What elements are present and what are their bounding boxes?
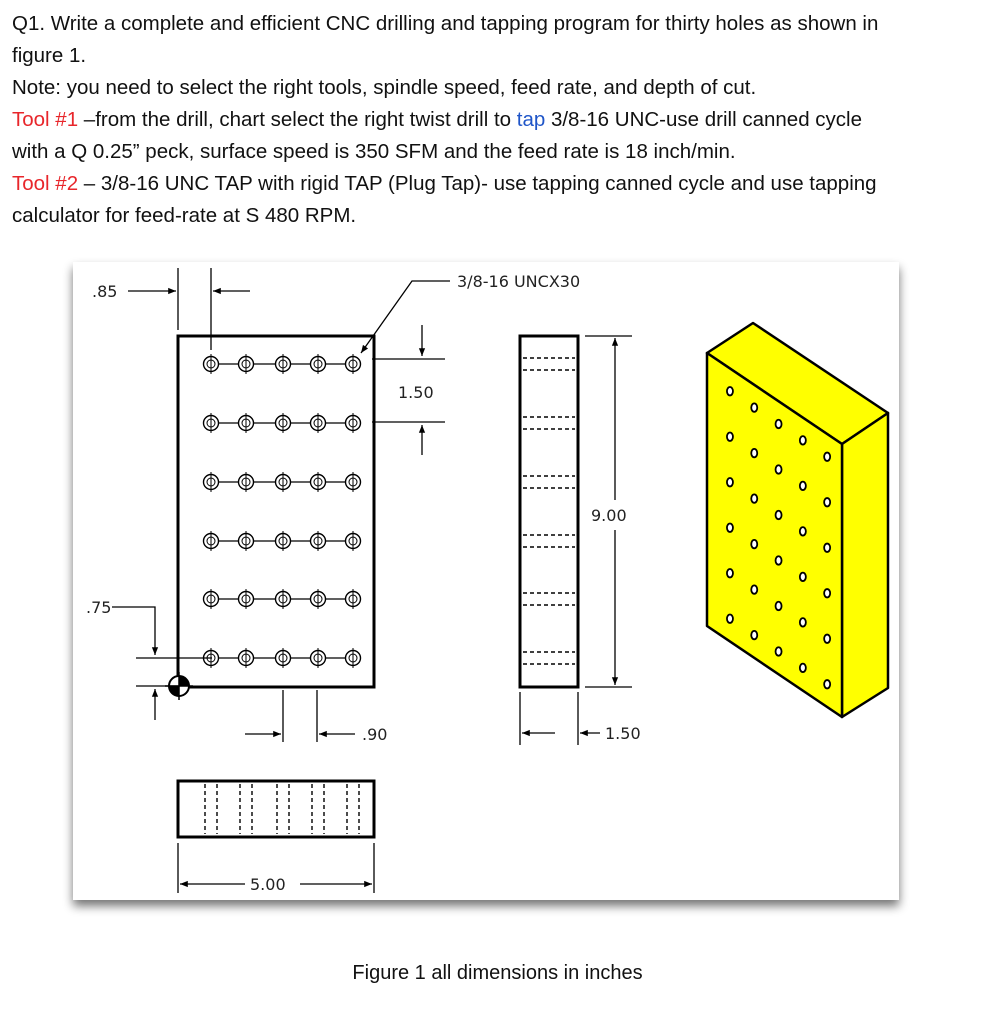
iso-hole-icon bbox=[800, 573, 806, 581]
iso-hole-icon bbox=[727, 478, 733, 486]
tool1-text-a: –from the drill, chart select the right twist drill to bbox=[78, 108, 517, 131]
tool1-line-2: with a Q 0.25” peck, surface speed is 350 SFM and the feed rate is 18 inch/min. bbox=[12, 140, 736, 163]
dim-500-label: 5.00 bbox=[250, 875, 286, 894]
iso-hole-icon bbox=[824, 544, 830, 552]
iso-hole-icon bbox=[776, 602, 782, 610]
figure-caption: Figure 1 all dimensions in inches bbox=[352, 962, 643, 984]
iso-hole-icon bbox=[824, 453, 830, 461]
iso-hole-icon bbox=[751, 585, 757, 593]
iso-hole-icon bbox=[776, 647, 782, 655]
tap-link[interactable]: tap bbox=[516, 108, 546, 131]
iso-hole-icon bbox=[776, 420, 782, 428]
dim-090-label: .90 bbox=[362, 725, 388, 744]
dim-900-label: 9.00 bbox=[591, 506, 627, 525]
iso-hole-icon bbox=[824, 498, 830, 506]
iso-hole-icon bbox=[751, 403, 757, 411]
iso-hole-icon bbox=[776, 556, 782, 564]
dim-085-label: .85 bbox=[92, 282, 118, 301]
iso-hole-icon bbox=[727, 524, 733, 532]
question-line-2: figure 1. bbox=[12, 44, 87, 67]
iso-side-face bbox=[842, 413, 888, 717]
question-line-1: Q1. Write a complete and efficient CNC drilling and tapping program for thirty holes as shown in bbox=[12, 12, 879, 35]
iso-hole-icon bbox=[800, 482, 806, 490]
iso-hole-icon bbox=[800, 527, 806, 535]
iso-hole-icon bbox=[727, 433, 733, 441]
iso-hole-icon bbox=[800, 618, 806, 626]
iso-hole-icon bbox=[824, 635, 830, 643]
iso-hole-icon bbox=[727, 615, 733, 623]
dim-150-pitch-label: 1.50 bbox=[398, 383, 434, 402]
iso-hole-icon bbox=[776, 511, 782, 519]
iso-hole-icon bbox=[751, 449, 757, 457]
iso-hole-icon bbox=[727, 387, 733, 395]
tool1-text-b: 3/8-16 UNC-use drill canned cycle bbox=[545, 108, 862, 131]
iso-hole-icon bbox=[751, 540, 757, 548]
callout-label: 3/8-16 UNCX30 bbox=[457, 272, 581, 291]
tool2-text: – 3/8-16 UNC TAP with rigid TAP (Plug Tap)- use tapping canned cycle and use tapping bbox=[78, 172, 877, 195]
iso-hole-icon bbox=[800, 664, 806, 672]
iso-hole-icon bbox=[751, 631, 757, 639]
note-line: Note: you need to select the right tools, spindle speed, feed rate, and depth of cut. bbox=[12, 76, 757, 99]
iso-hole-icon bbox=[824, 680, 830, 688]
tool2-label: Tool #2 bbox=[12, 172, 79, 195]
iso-hole-icon bbox=[776, 465, 782, 473]
dim-150-thickness-label: 1.50 bbox=[605, 724, 641, 743]
tool2-line-2: calculator for feed-rate at S 480 RPM. bbox=[12, 204, 357, 227]
tool1-label: Tool #1 bbox=[12, 108, 79, 131]
iso-hole-icon bbox=[727, 569, 733, 577]
iso-hole-icon bbox=[824, 589, 830, 597]
dim-075-label: .75 bbox=[86, 598, 112, 617]
iso-hole-icon bbox=[800, 436, 806, 444]
iso-hole-icon bbox=[751, 494, 757, 502]
